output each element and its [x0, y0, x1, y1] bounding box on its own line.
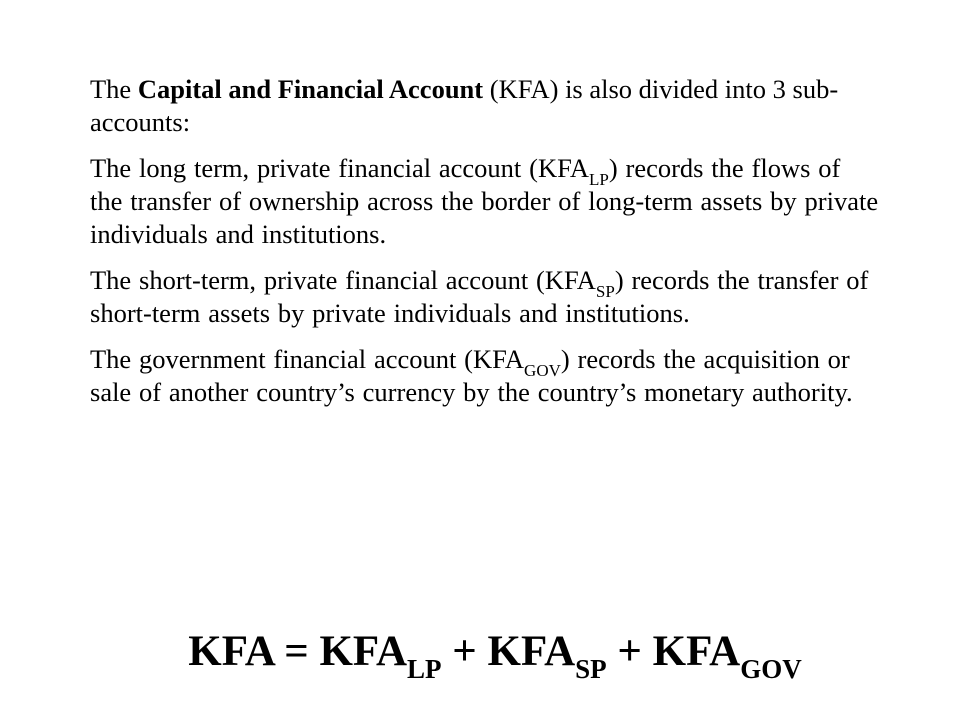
equation-lhs: KFA = KFA	[188, 628, 408, 675]
slide-body	[90, 73, 880, 422]
short-term-after: ) records the transfer of short-term assets by private individuals and institutions.	[90, 265, 869, 328]
government-paragraph	[90, 343, 880, 409]
equation-sub-sp: SP	[575, 654, 607, 684]
intro-bold-term: Capital and Financial Account	[137, 74, 484, 104]
equation-plus-1: + KFA	[441, 628, 576, 675]
short-term-paragraph	[90, 264, 880, 330]
short-term-before: The short-term, private financial account (KFA	[90, 265, 596, 295]
government-before: The government financial account (KFA	[90, 344, 525, 374]
government-after: ) records the acquisition or sale of another country’s currency by the country’s monetary authority.	[90, 344, 853, 407]
short-term-subscript: SP	[595, 282, 615, 301]
equation-plus-2: + KFA	[606, 628, 741, 675]
intro-rest: (KFA) is also divided into 3 sub-accounts:	[90, 74, 839, 137]
intro-lead: The	[90, 74, 138, 104]
long-term-before: The long term, private financial account (KFA	[90, 153, 589, 183]
kfa-equation	[0, 628, 960, 684]
long-term-after: ) records the flows of the transfer of ownership across the border of long-term assets by private individuals and institutions.	[90, 153, 879, 249]
long-term-paragraph	[90, 152, 880, 251]
equation-sub-lp: LP	[407, 654, 442, 684]
long-term-subscript: LP	[589, 170, 609, 189]
government-subscript: GOV	[524, 361, 561, 380]
equation-sub-gov: GOV	[740, 654, 802, 684]
intro-paragraph	[90, 73, 880, 139]
